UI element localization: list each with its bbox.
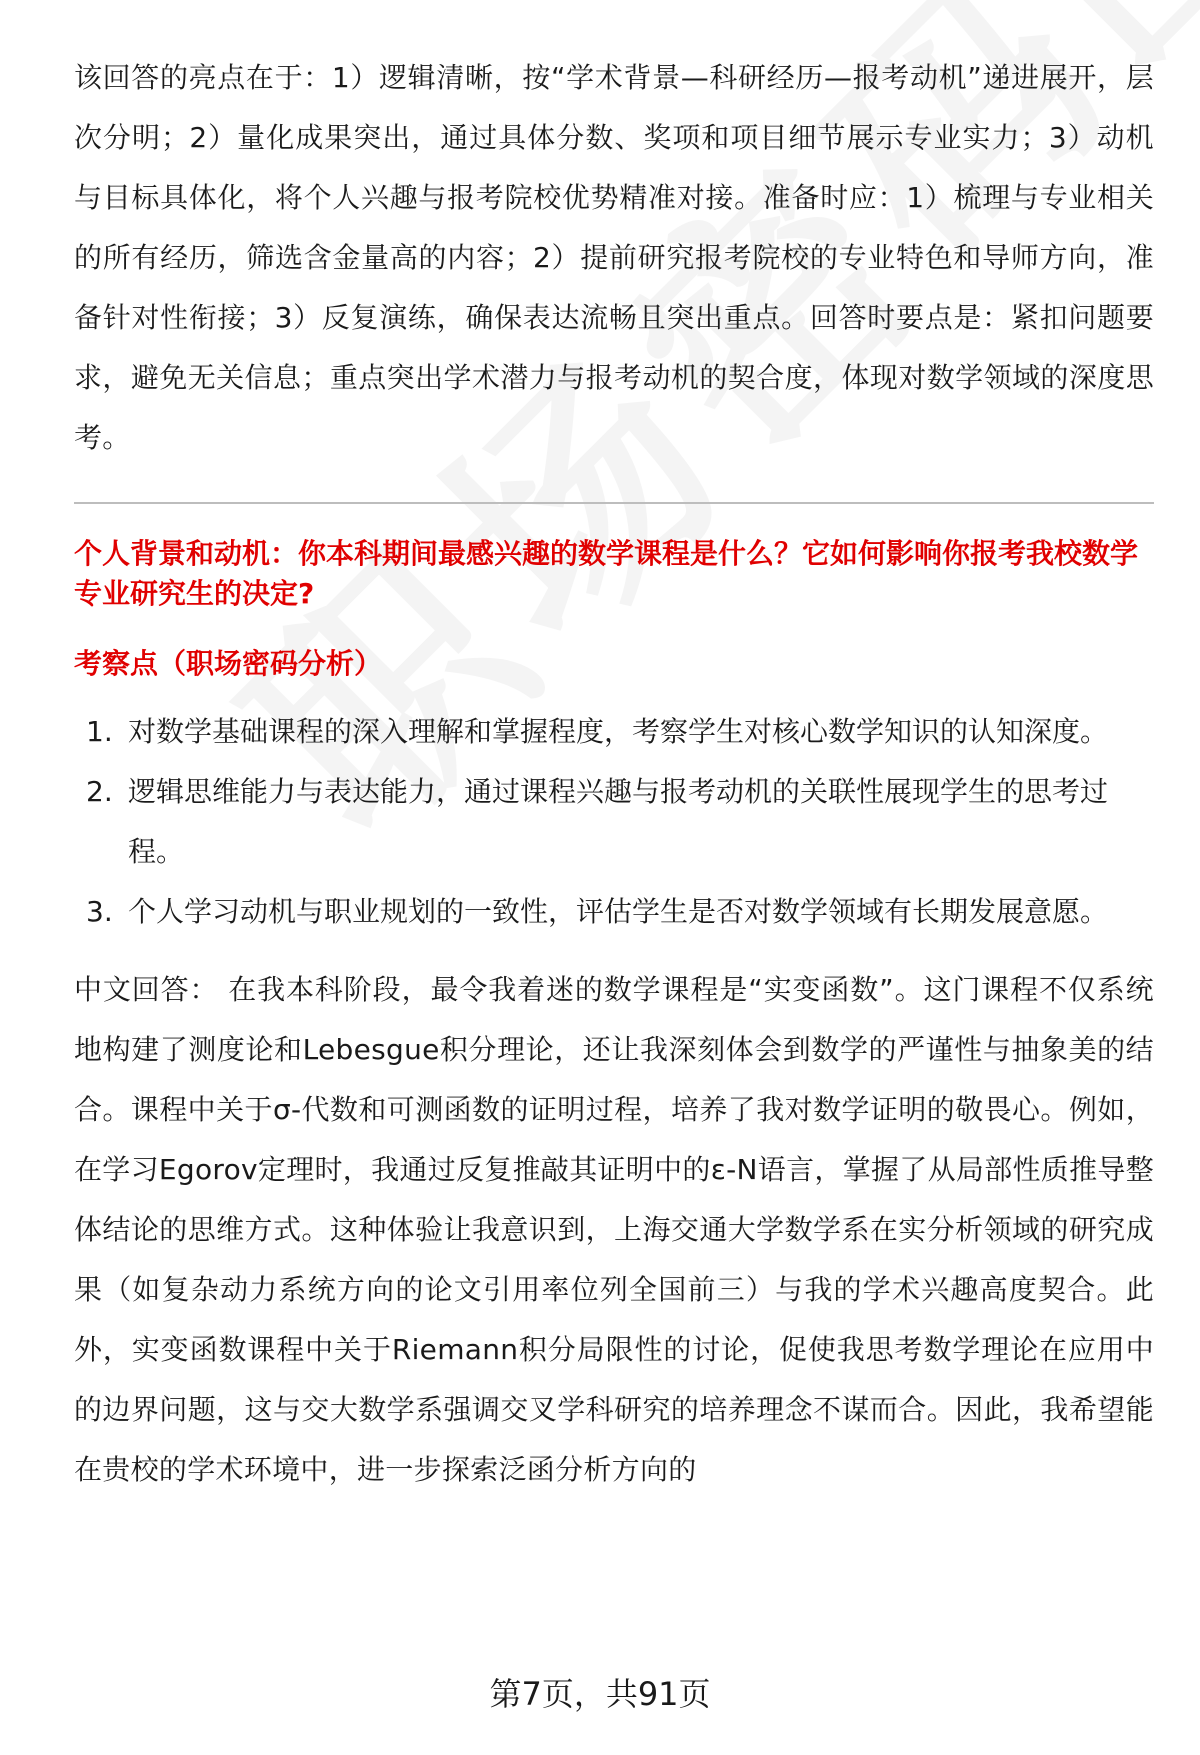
list-text: 对数学基础课程的深入理解和掌握程度，考察学生对核心数学知识的认知深度。 <box>128 715 1109 748</box>
list-text: 逻辑思维能力与表达能力，通过课程兴趣与报考动机的关联性展现学生的思考过程。 <box>128 775 1109 868</box>
list-number: 3. <box>86 895 113 928</box>
answer-label: 中文回答： <box>74 973 219 1006</box>
section-title: 考察点（职场密码分析） <box>74 647 383 680</box>
document-page <box>74 48 1154 1500</box>
list-item <box>74 882 1154 942</box>
list-number: 1. <box>86 715 113 748</box>
question-heading: 个人背景和动机：你本科期间最感兴趣的数学课程是什么？它如何影响你报考我校数学专业研究生的决定? <box>74 537 1139 610</box>
page-footer: 第7页，共91页 <box>489 1675 711 1713</box>
list-item <box>74 702 1154 762</box>
answer-paragraph <box>74 960 1154 1500</box>
points-list <box>74 702 1154 942</box>
list-text: 个人学习动机与职业规划的一致性，评估学生是否对数学领域有长期发展意愿。 <box>128 895 1109 928</box>
list-number: 2. <box>86 775 113 808</box>
divider <box>74 502 1154 504</box>
list-item <box>74 762 1154 882</box>
answer-text: 在我本科阶段，最令我着迷的数学课程是“实变函数”。这门课程不仅系统地构建了测度论和Lebesgue积分理论，还让我深刻体会到数学的严谨性与抽象美的结合。课程中关于σ-代数和可测函数的证明过程，培养了我对数学证明的敬畏心。例如，在学习Egorov定理时，我通过反复推敲其证明中的ε-N语言，掌握了从局部性质推导整体结论的思维方式。这种体验让我意识到，上海交通大学数学系在实分析领域的研究成果（如复杂动力系统方向的论文引用率位列全国前三）与我的学术兴趣高度契合。此外，实变函数课程中关于Riemann积分局限性的讨论，促使我思考数学理论在应用中的边界问题，这与交大数学系强调交叉学科研究的培养理念不谋而合。因此，我希望能在贵校的学术环境中，进一步探索泛函分析方向的 <box>74 973 1154 1486</box>
intro-paragraph: 该回答的亮点在于：1）逻辑清晰，按“学术背景—科研经历—报考动机”递进展开，层次分明；2）量化成果突出，通过具体分数、奖项和项目细节展示专业实力；3）动机与目标具体化，将个人兴趣与报考院校优势精准对接。准备时应：1）梳理与专业相关的所有经历，筛选含金量高的内容；2）提前研究报考院校的专业特色和导师方向，准备针对性衔接；3）反复演练，确保表达流畅且突出重点。回答时要点是：紧扣问题要求，避免无关信息；重点突出学术潜力与报考动机的契合度，体现对数学领域的深度思考。 <box>74 61 1154 454</box>
